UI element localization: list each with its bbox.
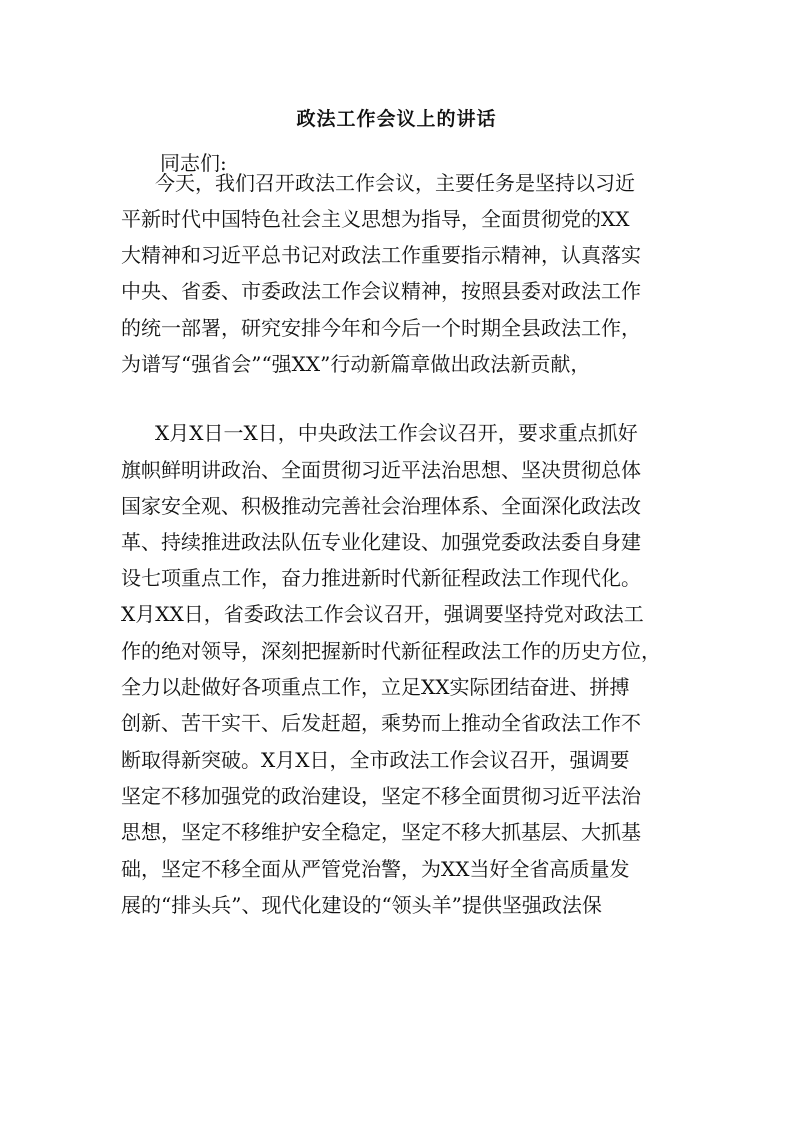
paragraph-line: 中央、省委、市委政法工作会议精神，按照县委对政法工作 <box>121 279 641 303</box>
paragraph-line: 为谱写“强省会”“强XX”行动新篇章做出政法新贡献， <box>121 352 591 376</box>
paragraph-line: 平新时代中国特色社会主义思想为指导，全面贯彻党的XX <box>121 207 630 231</box>
paragraph-line: 展的“排头兵”、现代化建设的“领头羊”提供坚强政法保 <box>121 893 602 917</box>
paragraph-line: 旗帜鲜明讲政治、全面贯彻习近平法治思想、坚决贯彻总体 <box>121 458 641 482</box>
document-title: 政法工作会议上的讲话 <box>296 108 497 130</box>
paragraph-line: 的统一部署，研究安排今年和今后一个时期全县政法工作， <box>121 316 641 340</box>
paragraph-line: 作的绝对领导，深刻把握新时代新征程政法工作的历史方位， <box>121 639 661 663</box>
paragraph-line: 大精神和习近平总书记对政法工作重要指示精神，认真落实 <box>121 243 641 267</box>
paragraph-line: 思想，坚定不移维护安全稳定，坚定不移大抓基层、大抓基 <box>121 820 641 844</box>
paragraph-line: X月XX日，省委政法工作会议召开，强调要坚持党对政法工 <box>121 602 644 626</box>
paragraph-line: 础，坚定不移全面从严管党治警，为XX当好全省高质量发 <box>121 857 630 881</box>
paragraph-line: 断取得新突破。X月X日，全市政法工作会议召开，强调要 <box>121 748 630 772</box>
paragraph-line: 全力以赴做好各项重点工作，立足XX实际团结奋进、拼搏 <box>121 675 630 699</box>
greeting: 同志们: <box>160 151 227 175</box>
paragraph-line: 国家安全观、积极推动完善社会治理体系、全面深化政法改 <box>121 494 641 518</box>
paragraph-line: 革、持续推进政法队伍专业化建设、加强党委政法委自身建 <box>121 530 641 554</box>
paragraph-line: 今天，我们召开政法工作会议，主要任务是坚持以习近 <box>155 171 635 195</box>
paragraph-line: 创新、苦干实干、后发赶超，乘势而上推动全省政法工作不 <box>121 711 641 735</box>
paragraph-line: X月X日一X日，中央政法工作会议召开，要求重点抓好 <box>155 421 638 445</box>
paragraph-line: 坚定不移加强党的政治建设，坚定不移全面贯彻习近平法治 <box>121 784 641 808</box>
paragraph-line: 设七项重点工作，奋力推进新时代新征程政法工作现代化。 <box>121 566 641 590</box>
